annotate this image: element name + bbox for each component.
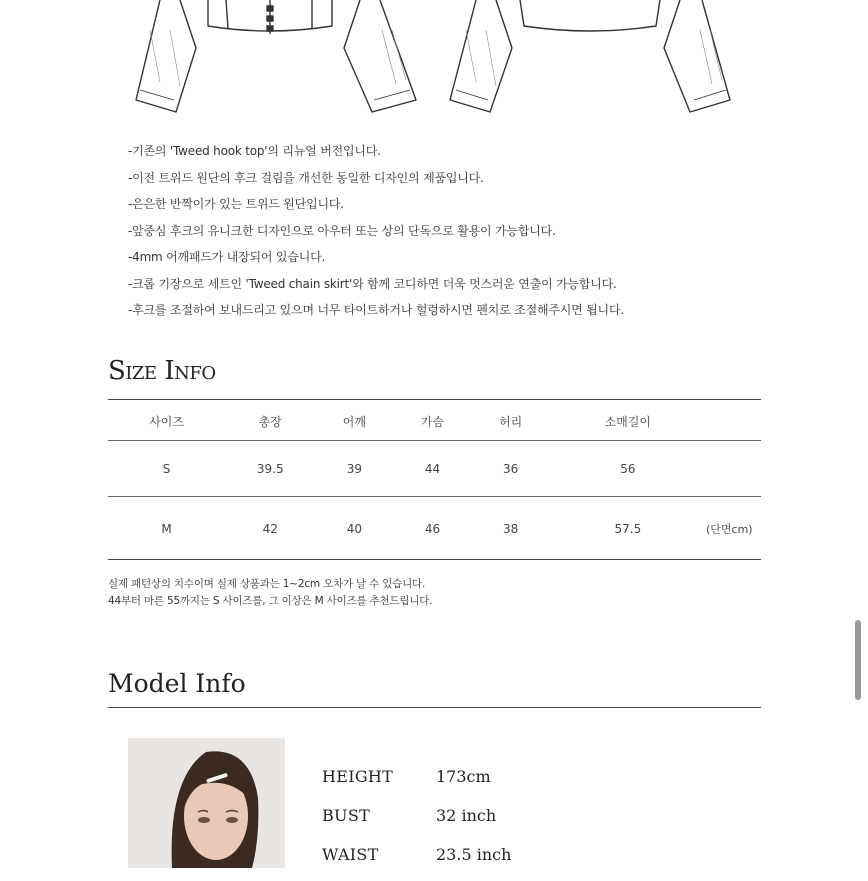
- stat-value: 23.5 inch: [436, 845, 512, 864]
- description-item: -크롭 기장으로 세트인 'Tweed chain skirt'와 함께 코디하면 더욱 멋스러운 연출이 가능합니다.: [128, 276, 617, 291]
- value-cell: 44: [424, 462, 441, 476]
- front-view-sketch: [136, 0, 416, 112]
- value-cell: 46: [424, 522, 441, 536]
- model-stats: [322, 764, 511, 881]
- value-cell: 57.5: [614, 522, 642, 536]
- header-sleeve: 소매길이: [604, 414, 652, 429]
- size-note: 44부터 마른 55까지는 S 사이즈를, 그 이상은 M 사이즈를 추천드립니다.: [108, 595, 433, 607]
- model-portrait-illustration: [128, 738, 285, 868]
- model-stat-row: [322, 842, 511, 881]
- value-cell: 36: [502, 462, 519, 476]
- description-item: -앞중심 후크의 유니크한 디자인으로 아우터 또는 상의 단독으로 활용이 가능합니다.: [128, 223, 556, 238]
- size-table: [108, 401, 761, 561]
- size-cell: S: [162, 462, 171, 476]
- scrollbar-thumb[interactable]: [855, 620, 861, 700]
- product-description-list: [128, 138, 624, 324]
- description-item: -은은한 반짝이가 있는 트위드 원단입니다.: [128, 197, 344, 211]
- header-shoulder: 어깨: [342, 414, 366, 429]
- size-table-bottom-rule: [108, 559, 761, 560]
- description-item: -이전 트위드 원단의 후크 걸림을 개선한 동일한 디자인의 제품입니다.: [128, 170, 484, 185]
- size-cell: M: [161, 522, 172, 536]
- model-photo: [128, 738, 285, 868]
- garment-sketch: [0, 0, 868, 125]
- stat-label: BUST: [322, 806, 371, 825]
- stat-value: 32 inch: [436, 806, 497, 825]
- back-view-sketch: [450, 0, 730, 112]
- stat-label: HEIGHT: [322, 767, 394, 786]
- size-table-header-row: [108, 401, 761, 441]
- description-item: -4mm 어깨패드가 내장되어 있습니다.: [128, 250, 326, 264]
- table-row: [108, 441, 761, 497]
- size-table-header-rule: [108, 440, 761, 441]
- description-item: -기존의 'Tweed hook top'의 리뉴얼 버전입니다.: [128, 144, 381, 158]
- model-info-title: Model Info: [108, 669, 246, 698]
- size-table-row-rule: [108, 496, 761, 497]
- header-chest: 가슴: [420, 414, 445, 429]
- header-length: 총장: [258, 414, 282, 429]
- value-cell: 39: [346, 462, 362, 476]
- model-stat-row: [322, 803, 511, 842]
- model-stat-row: [322, 764, 511, 803]
- unit-label: (단면cm): [706, 523, 753, 536]
- description-item: -후크를 조절하여 보내드리고 있으며 너무 타이트하거나 헐렁하시면 펜치로 조절해주시면 됩니다.: [128, 303, 624, 317]
- value-cell: 39.5: [256, 462, 284, 476]
- value-cell: 38: [502, 522, 519, 536]
- header-size: 사이즈: [149, 414, 184, 429]
- model-info-rule: [108, 707, 761, 708]
- header-waist: 허리: [499, 414, 523, 429]
- stat-label: WAIST: [322, 845, 379, 864]
- value-cell: 56: [620, 462, 636, 476]
- stat-value: 173cm: [436, 767, 491, 786]
- size-info-title: Size Info: [108, 356, 216, 386]
- value-cell: 40: [346, 522, 362, 536]
- size-note: 실제 패턴상의 치수이며 실제 상품과는 1~2cm 오차가 날 수 있습니다.: [108, 578, 426, 590]
- value-cell: 42: [262, 522, 278, 536]
- size-table-top-rule: [108, 399, 761, 400]
- table-row: [108, 497, 761, 561]
- size-notes: [108, 576, 432, 610]
